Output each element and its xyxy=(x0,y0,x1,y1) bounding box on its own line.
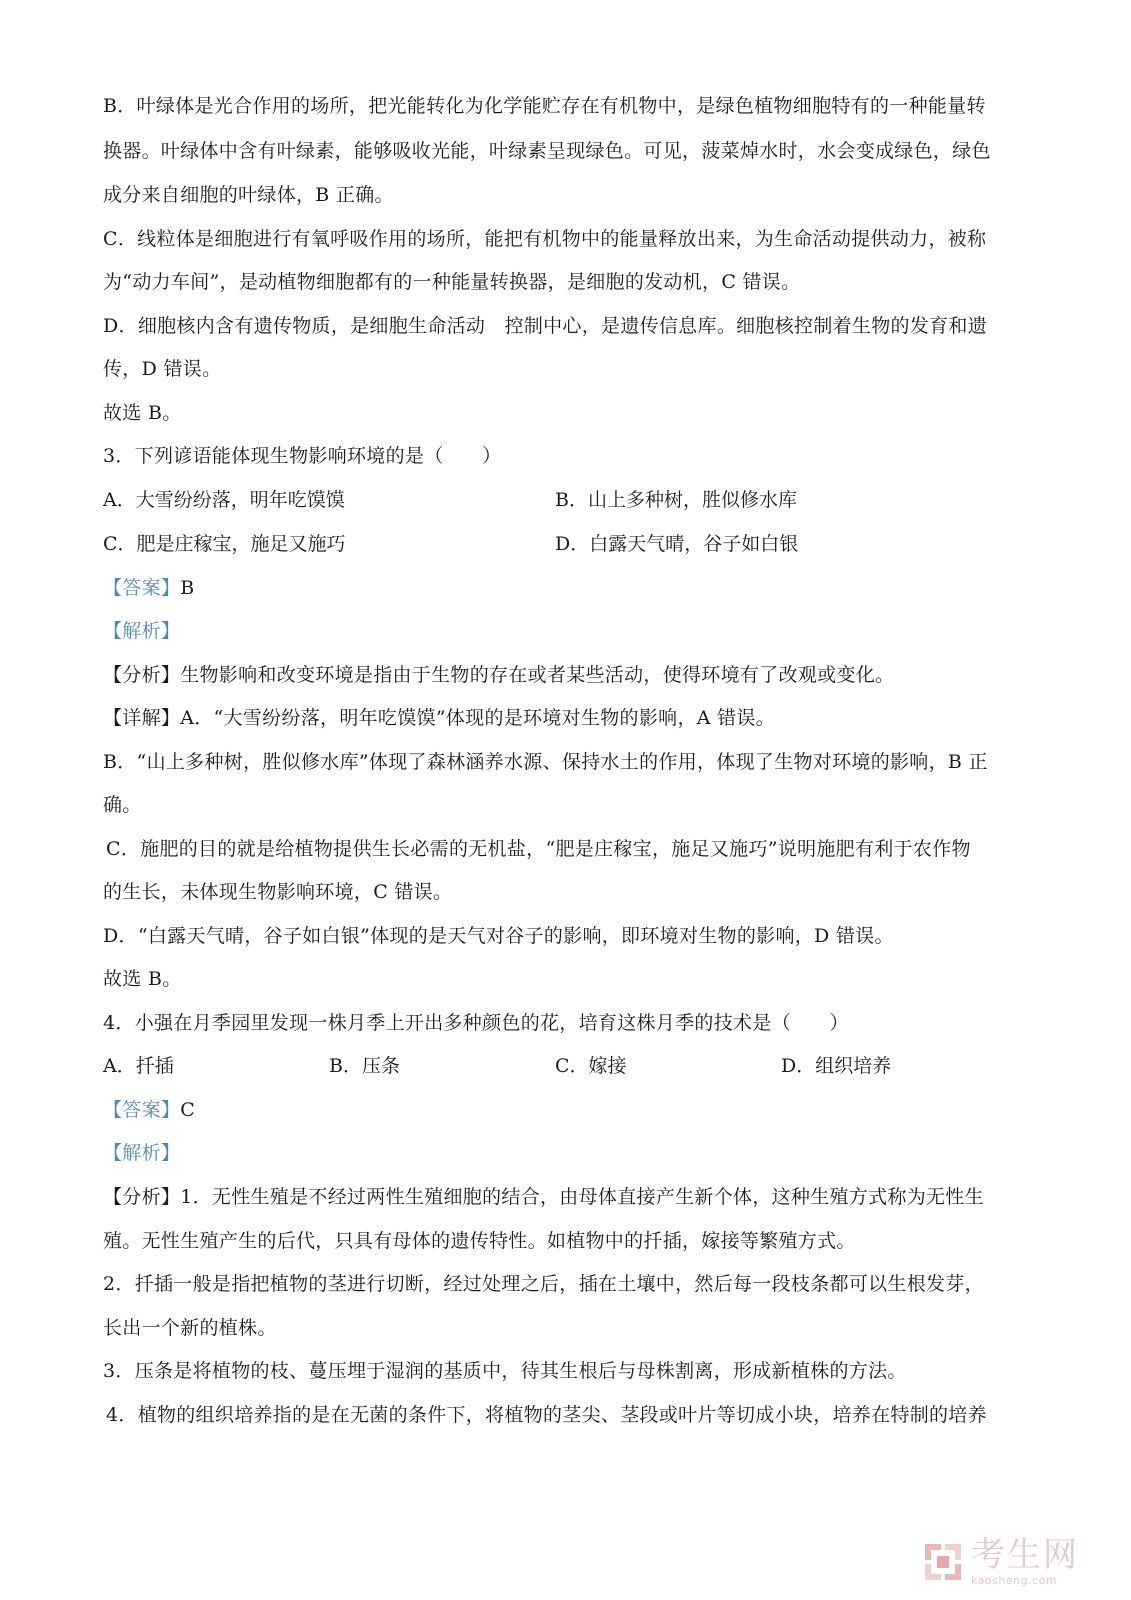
text-line: 换器。叶绿体中含有叶绿素，能够吸收光能，叶绿素呈现绿色。可见，菠菜焯水时，水会变成绿色，绿色 xyxy=(103,140,991,162)
text-line: 长出一个新的植株。 xyxy=(103,1317,277,1339)
text-line: 的生长，未体现生物影响环境，C 错误。 xyxy=(103,881,453,903)
q3-option-c: C．肥是庄稼宝，施足又施巧 xyxy=(103,533,346,555)
q3-jiexi-label: 【解析】 xyxy=(103,620,181,642)
answer-value: B xyxy=(180,577,195,599)
q4-option-d: D．组织培养 xyxy=(781,1055,892,1077)
text-line: C．施肥的目的就是给植物提供生长必需的无机盐，“肥是庄稼宝，施足又施巧”说明施肥有利于农作物 xyxy=(106,838,971,860)
q4-option-b: B．压条 xyxy=(329,1055,400,1077)
q4-jiexi-label: 【解析】 xyxy=(103,1142,181,1164)
watermark xyxy=(923,1532,1113,1592)
q4-option-a: A．扦插 xyxy=(103,1055,174,1077)
text-line: B．“山上多种树，胜似修水库”体现了森林涵养水源、保持水土的作用，体现了生物对环境的影响，B 正 xyxy=(103,751,988,773)
q3-option-a: A．大雪纷纷落，明年吃馍馍 xyxy=(103,489,345,511)
text-line: 【详解】A．“大雪纷纷落，明年吃馍馍”体现的是环境对生物的影响，A 错误。 xyxy=(103,707,776,729)
answer-label: 【答案】 xyxy=(103,1099,181,1121)
text-line: 殖。无性生殖产生的后代，只具有母体的遗传特性。如植物中的扦插，嫁接等繁殖方式。 xyxy=(103,1230,856,1252)
text-line: 为“动力车间”，是动植物细胞都有的一种能量转换器，是细胞的发动机，C 错误。 xyxy=(103,271,801,293)
text-line: 4．植物的组织培养指的是在无菌的条件下，将植物的茎尖、茎段或叶片等切成小块，培养在特制的培养 xyxy=(106,1404,987,1426)
q4-answer xyxy=(103,1098,195,1122)
question-4-stem: 4．小强在月季园里发现一株月季上开出多种颜色的花，培育这株月季的技术是（ ） xyxy=(103,1012,849,1034)
text-line: 确。 xyxy=(103,794,142,816)
text-line: 3．压条是将植物的枝、蔓压埋于湿润的基质中，待其生根后与母株割离，形成新植株的方法。 xyxy=(103,1360,907,1382)
text-line: 故选 B。 xyxy=(103,402,182,424)
watermark-text: 考生网 xyxy=(971,1535,1079,1575)
answer-value: C xyxy=(180,1099,196,1121)
answer-label: 【答案】 xyxy=(103,577,181,599)
q3-answer xyxy=(103,576,194,600)
q3-option-d: D．白露天气晴，谷子如白银 xyxy=(555,533,799,555)
text-line: 2．扦插一般是指把植物的茎进行切断，经过处理之后，插在土壤中，然后每一段枝条都可以生根发芽， xyxy=(103,1273,984,1295)
text-line: D．细胞核内含有遗传物质，是细胞生命活动 控制中心，是遗传信息库。细胞核控制着生物的发育和遗 xyxy=(103,315,988,337)
text-line: C．线粒体是细胞进行有氧呼吸作用的场所，能把有机物中的能量释放出来，为生命活动提供动力，被称 xyxy=(103,228,987,250)
text-line: D．“白露天气晴，谷子如白银”体现的是天气对谷子的影响，即环境对生物的影响，D 错误。 xyxy=(103,925,894,947)
text-line: 故选 B。 xyxy=(103,968,182,990)
text-line: B．叶绿体是光合作用的场所，把光能转化为化学能贮存在有机物中，是绿色植物细胞特有的一种能量转 xyxy=(103,95,986,117)
text-line: 【分析】1．无性生殖是不经过两性生殖细胞的结合，由母体直接产生新个体，这种生殖方式称为无性生 xyxy=(103,1186,984,1208)
q3-option-b: B．山上多种树，胜似修水库 xyxy=(555,489,797,511)
watermark-url: kaosheng.com xyxy=(971,1574,1058,1587)
question-3-stem: 3．下列谚语能体现生物影响环境的是（ ） xyxy=(103,445,502,467)
text-line: 【分析】生物影响和改变环境是指由于生物的存在或者某些活动，使得环境有了改观或变化。 xyxy=(103,664,895,686)
q4-option-c: C．嫁接 xyxy=(555,1055,627,1077)
text-line: 传，D 错误。 xyxy=(103,358,222,380)
text-line: 成分来自细胞的叶绿体，B 正确。 xyxy=(103,184,394,206)
kaosheng-logo-icon xyxy=(923,1542,963,1582)
